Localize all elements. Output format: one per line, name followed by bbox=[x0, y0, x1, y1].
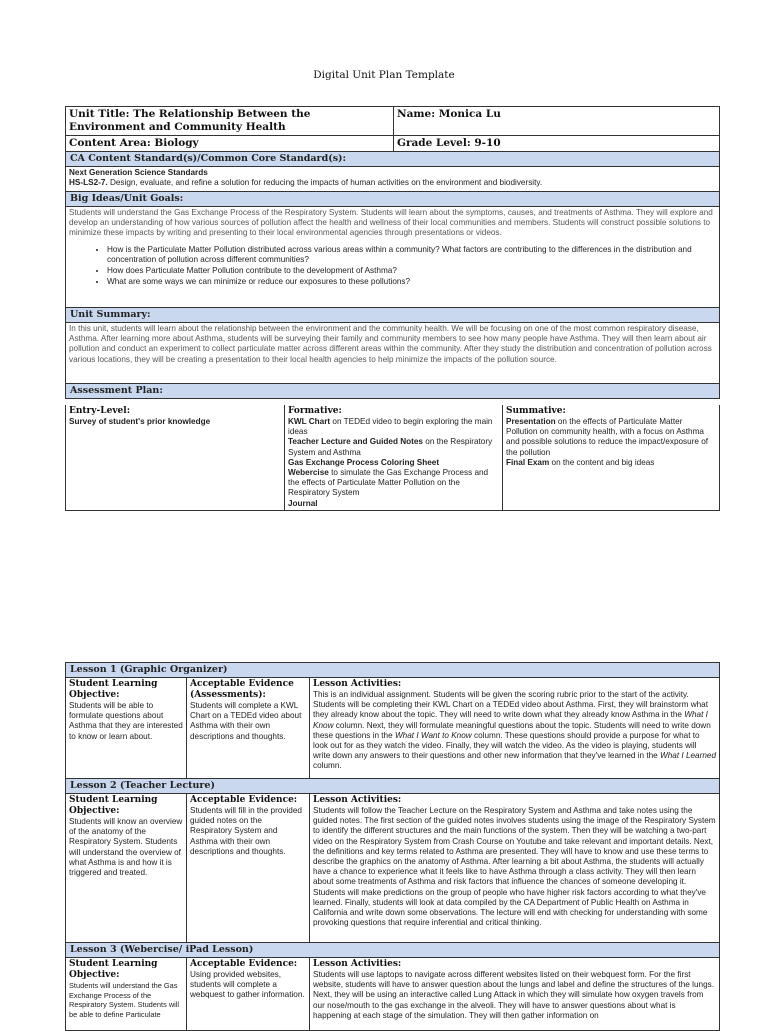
formative-item-title: Journal bbox=[288, 498, 318, 508]
lesson-1-evidence: Students will complete a KWL Chart on a TEDEd video about Asthma with their own descriptions and thoughts. bbox=[190, 701, 302, 741]
lesson-1-title: Lesson 1 (Graphic Organizer) bbox=[66, 663, 720, 678]
formative-item bbox=[288, 437, 499, 457]
lesson-2-evidence: Students will fill in the provided guided notes on the Respiratory System and Asthma with their own descriptions and thoughts. bbox=[190, 806, 302, 856]
evidence-label: Acceptable Evidence: bbox=[190, 795, 298, 805]
list-item: • What are some ways we can minimize or reduce our exposures to these pollutions? bbox=[107, 277, 716, 287]
objective-label: Student Learning Objective: bbox=[69, 795, 158, 816]
assessment-table bbox=[65, 405, 720, 511]
formative-item-title: Teacher Lecture and Guided Notes bbox=[288, 437, 423, 447]
activities-label: Lesson Activities: bbox=[313, 795, 402, 805]
lesson-3-objective: Students will understand the Gas Exchange Process of the Respiratory System. Students will be able to define Particulate bbox=[69, 981, 180, 1019]
lesson-1-activities-cell bbox=[310, 678, 720, 779]
summative-label: Summative: bbox=[506, 406, 566, 416]
standards-header: CA Content Standard(s)/Common Core Standard(s): bbox=[66, 152, 720, 167]
standards-source: Next Generation Science Standards bbox=[69, 168, 208, 177]
essential-questions-list bbox=[69, 245, 716, 287]
lesson-2-activities: Students will follow the Teacher Lecture on the Respiratory System and Asthma and take notes using the guided notes. The first section of the guided notes involves students using the image of the Respiratory System to identify the different structures and the main functions of the system. Then they will be watching a two-part video on the Respiratory System from Crash Course on Youtube and take relevant and important details. Next, the definitions and key terms related to Asthma are presented. They will have to know and use these terms to describe the graphics on the anatomy of Asthma. After learning a bit about Asthma, the students will actually have a chance to experience what it feels like to have Asthma through a class activity. They will then learn about some treatments of Asthma and risk factors that influence the chances of someone developing it. Students will make predictions on the group of people who have higher risk factors according to what they've learned. Finally, students will look at data compiled by the CA Department of Public Health on Asthma in California and write down some observations. The lecture will end with checking for understanding with some provoking questions that require inferential and critical thinking. bbox=[313, 806, 716, 928]
evidence-label: Acceptable Evidence (Assessments): bbox=[190, 679, 294, 700]
formative-item-text: on the Respiratory System and Asthma bbox=[288, 437, 493, 457]
objective-label: Student Learning Objective: bbox=[69, 959, 158, 980]
document-title: Digital Unit Plan Template bbox=[313, 69, 455, 81]
formative-item bbox=[288, 458, 499, 468]
lesson-3-activities-cell bbox=[310, 958, 720, 1031]
summative-item bbox=[506, 417, 716, 458]
unit-summary-text: In this unit, students will learn about the relationship between the environment and the community health. We will be focusing on one of the most common respiratory disease, Asthma. After learning more about Asthma, students will be surveying their family and community members to see how many people have Asthma. They will then learn about air pollution and conduct an experiment to collect particulate matter across different areas within the community. After they study the distribution and concentration of pollution across various locations, they will be creating a presentation to their local health agencies to help minimize the impacts of the pollution source. bbox=[66, 323, 720, 384]
column-name: What I Want to Know bbox=[394, 730, 472, 740]
objective-label: Student Learning Objective: bbox=[69, 679, 158, 700]
summative-item-text: on the effects of Particulate Matter Pollution on community health, with a focus on Asthma and possible solutions to reduce the impact/exposure of the pollution bbox=[506, 417, 709, 457]
formative-item bbox=[288, 468, 499, 499]
unit-title: Unit Title: The Relationship Between the Environment and Community Health bbox=[66, 107, 394, 136]
formative-item-title: Gas Exchange Process Coloring Sheet bbox=[288, 457, 440, 467]
lesson-3-objective-cell bbox=[66, 958, 187, 1031]
formative-label: Formative: bbox=[288, 406, 342, 416]
summative-cell bbox=[503, 405, 720, 510]
lesson-1-objective: Students will be able to formulate questions about Asthma that they are interested to know or learn about. bbox=[69, 701, 183, 741]
activities-label: Lesson Activities: bbox=[313, 679, 402, 689]
big-ideas-header: Big Ideas/Unit Goals: bbox=[66, 192, 720, 207]
summative-item-title: Final Exam bbox=[506, 457, 550, 467]
formative-item-text: on TEDEd video to begin exploring the main ideas bbox=[288, 417, 493, 437]
assessment-header: Assessment Plan: bbox=[66, 384, 720, 399]
column-name: What I Know bbox=[313, 710, 708, 730]
entry-level-label: Entry-Level: bbox=[69, 406, 131, 416]
lessons-table bbox=[65, 662, 720, 1031]
standard-code: HS-LS2-7. bbox=[69, 178, 108, 188]
activities-text: This is an individual assignment. Students will be given the scoring rubric prior to the start of the activity. Students will be completing their KWL Chart on a TEDEd video about Asthma. First, they will brainstorm what they already know about the topic. They will need to write down what they already know Asthma in the bbox=[313, 690, 708, 720]
list-item: • How does Particulate Matter Pollution contribute to the development of Asthma? bbox=[107, 266, 716, 276]
activities-text: column. bbox=[313, 761, 342, 771]
lesson-1-evidence-cell bbox=[187, 678, 310, 779]
lesson-2-evidence-cell bbox=[187, 794, 310, 943]
list-item: • How is the Particulate Matter Pollution distributed across various areas within a community? What factors are contributing to the differences in the distribution and concentration of pollution across different communities? bbox=[107, 245, 716, 265]
lesson-2-title: Lesson 2 (Teacher Lecture) bbox=[66, 779, 720, 794]
summative-item-text: on the content and big ideas bbox=[549, 457, 655, 467]
entry-level-text: Survey of student's prior knowledge bbox=[69, 417, 211, 426]
standards-cell bbox=[66, 167, 720, 192]
unit-summary-header: Unit Summary: bbox=[66, 308, 720, 323]
entry-level-cell bbox=[66, 405, 285, 510]
formative-item-text: to simulate the Gas Exchange Process and the effects of Particulate Matter Pollution on the Respiratory System bbox=[288, 468, 489, 498]
big-ideas-cell bbox=[66, 207, 720, 308]
evidence-label: Acceptable Evidence: bbox=[190, 959, 298, 969]
standards-line bbox=[69, 178, 716, 188]
formative-item-title: Webercise bbox=[288, 468, 329, 478]
formative-item-title: KWL Chart bbox=[288, 417, 331, 426]
formative-item bbox=[288, 417, 499, 437]
activities-text: column. These questions should provide a purpose for what to look out for as they watch the video. Finally, they will watch the video. As the video is playing, students will write down any answers to their questions and other new information that they've learned in the bbox=[313, 730, 700, 761]
formative-cell bbox=[285, 405, 503, 510]
lesson-2-activities-cell bbox=[310, 794, 720, 943]
formative-item bbox=[288, 499, 499, 509]
lesson-1-objective-cell bbox=[66, 678, 187, 779]
lesson-3-activities: Students will use laptops to navigate across different websites listed on their webquest form. For the first website, students will have to answer question about the lungs and label and define the structures of the lungs. Next, they will be using an interactive called Lung Attack in which they will simulate how oxygen travels from our nose/mouth to the gas exchange in the alveoli. They will have to answer questions about what is happening at each stage of the simulation. They will then gather information on bbox=[313, 970, 714, 1020]
column-name: What I Learned bbox=[660, 751, 716, 761]
unit-plan-table bbox=[65, 106, 720, 399]
grade-level: Grade Level: 9-10 bbox=[394, 136, 720, 152]
lesson-2-objective: Students will know an overview of the anatomy of the Respiratory System. Students will understand the overview of what Asthma is and how it is triggered and treated. bbox=[69, 817, 183, 878]
summative-item-title: Presentation bbox=[506, 417, 556, 426]
content-area: Content Area: Biology bbox=[66, 136, 394, 152]
lesson-1-activities bbox=[313, 690, 716, 772]
lesson-3-title: Lesson 3 (Webercise/ iPad Lesson) bbox=[66, 943, 720, 958]
standard-text: Design, evaluate, and refine a solution for reducing the impacts of human activities on the environment and biodiversity. bbox=[107, 178, 543, 188]
activities-text: column. Next, they will formulate meaningful questions about the topic. Students will need to write down these questions in the bbox=[313, 720, 711, 740]
lesson-3-evidence-cell bbox=[187, 958, 310, 1031]
teacher-name: Name: Monica Lu bbox=[394, 107, 720, 136]
big-ideas-paragraph: Students will understand the Gas Exchange Process of the Respiratory System. Students will learn about the symptoms, causes, and treatments of Asthma. They will explore and develop an understanding of how various sources of pollution affect the health and wellness of their local communities and members. Students will construct possible solutions to minimize these impacts by writing and presenting to their local environmental agencies through presentations or videos. bbox=[69, 208, 713, 238]
lesson-3-evidence: Using provided websites, students will complete a webquest to gather information. bbox=[190, 970, 305, 1000]
lesson-2-objective-cell bbox=[66, 794, 187, 943]
activities-label: Lesson Activities: bbox=[313, 959, 402, 969]
summative-item bbox=[506, 458, 716, 468]
